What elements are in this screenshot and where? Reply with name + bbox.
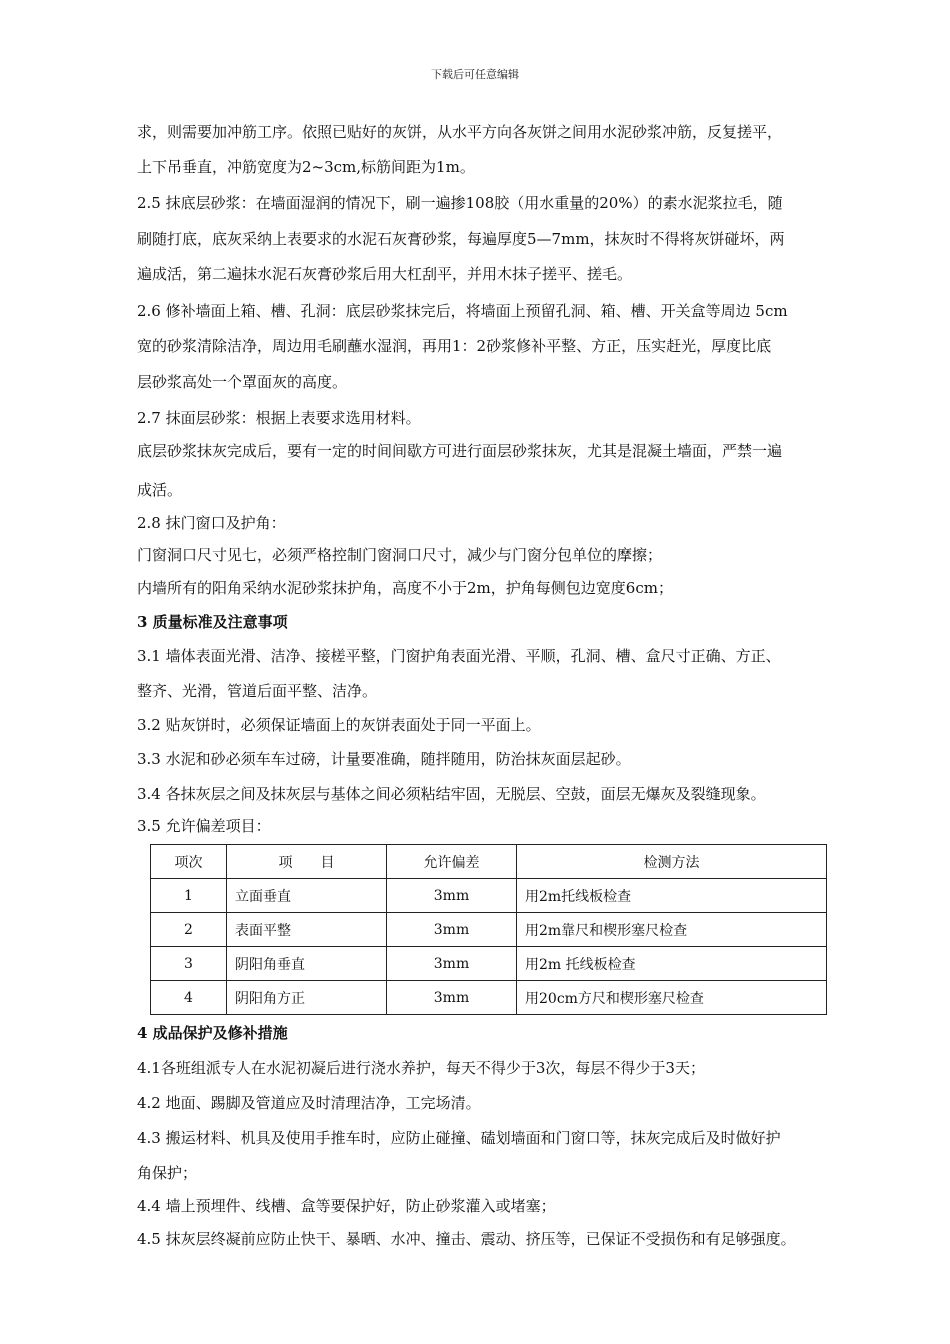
cell-index: 4 xyxy=(151,981,227,1015)
text-line: 3.1 墙体表面光滑、洁净、接槎平整，门窗护角表面光滑、平顺，孔洞、槽、盒尺寸正确、方正、 xyxy=(137,647,781,665)
table-body xyxy=(151,879,827,1015)
text-line: 上下吊垂直，冲筋宽度为2~3cm,标筋间距为1m。 xyxy=(137,158,475,176)
section-heading: 3 质量标准及注意事项 xyxy=(137,613,288,631)
text-line: 成活。 xyxy=(137,481,183,499)
table-row xyxy=(151,947,827,981)
text-line: 内墙所有的阳角采纳水泥砂浆抹护角，高度不小于2m，护角每侧包边宽度6cm； xyxy=(137,579,673,597)
text-line: 4.5 抹灰层终凝前应防止快干、暴晒、水冲、撞击、震动、挤压等，已保证不受损伤和有足够强度。 xyxy=(137,1230,796,1248)
text-line: 求，则需要加冲筋工序。依照已贴好的灰饼，从水平方向各灰饼之间用水泥砂浆冲筋，反复搓平， xyxy=(137,123,783,141)
text-line: 3.2 贴灰饼时，必须保证墙面上的灰饼表面处于同一平面上。 xyxy=(137,716,541,734)
text-line: 角保护； xyxy=(137,1164,198,1182)
cell-item: 阴阳角垂直 xyxy=(227,947,387,981)
text-line: 3.4 各抹灰层之间及抹灰层与基体之间必须粘结牢固，无脱层、空鼓，面层无爆灰及裂缝现象。 xyxy=(137,785,766,803)
text-line: 3.5 允许偏差项目： xyxy=(137,817,271,835)
cell-item: 立面垂直 xyxy=(227,879,387,913)
text-line: 整齐、光滑，管道后面平整、洁净。 xyxy=(137,682,378,700)
text-line: 2.7 抹面层砂浆：根据上表要求选用材料。 xyxy=(137,409,421,427)
cell-index: 1 xyxy=(151,879,227,913)
cell-method: 用2m 托线板检查 xyxy=(517,947,827,981)
table-row xyxy=(151,879,827,913)
table-header-row xyxy=(151,845,827,879)
text-line: 3.3 水泥和砂必须车车过磅，计量要准确，随拌随用，防治抹灰面层起砂。 xyxy=(137,750,631,768)
cell-tolerance: 3mm xyxy=(387,913,517,947)
text-line: 层砂浆高处一个罩面灰的高度。 xyxy=(137,373,348,391)
tolerance-table xyxy=(150,844,827,1015)
cell-item: 表面平整 xyxy=(227,913,387,947)
section-heading: 4 成品保护及修补措施 xyxy=(137,1024,288,1042)
text-line: 4.1各班组派专人在水泥初凝后进行浇水养护，每天不得少于3次，每层不得少于3天； xyxy=(137,1059,705,1077)
cell-item: 阴阳角方正 xyxy=(227,981,387,1015)
cell-index: 3 xyxy=(151,947,227,981)
cell-tolerance: 3mm xyxy=(387,947,517,981)
cell-method: 用2m托线板检查 xyxy=(517,879,827,913)
text-line: 4.2 地面、踢脚及管道应及时清理洁净，工完场清。 xyxy=(137,1094,481,1112)
col-header-method: 检测方法 xyxy=(517,845,827,879)
col-header-index: 项次 xyxy=(151,845,227,879)
col-header-item: 项 目 xyxy=(227,845,387,879)
text-line: 门窗洞口尺寸见七，必须严格控制门窗洞口尺寸，减少与门窗分包单位的摩擦； xyxy=(137,546,663,564)
text-line: 2.8 抹门窗口及护角： xyxy=(137,514,286,532)
cell-tolerance: 3mm xyxy=(387,981,517,1015)
text-line: 2.6 修补墙面上箱、槽、孔洞：底层砂浆抹完后，将墙面上预留孔洞、箱、槽、开关盒等周边 5cm xyxy=(137,302,788,320)
text-line: 遍成活，第二遍抹水泥石灰膏砂浆后用大杠刮平，并用木抹子搓平、搓毛。 xyxy=(137,265,633,283)
cell-method: 用2m靠尺和楔形塞尺检查 xyxy=(517,913,827,947)
text-line: 刷随打底，底灰采纳上表要求的水泥石灰膏砂浆，每遍厚度5—7mm，抹灰时不得将灰饼碰坏，两 xyxy=(137,230,785,248)
text-line: 4.3 搬运材料、机具及使用手推车时，应防止碰撞、磕划墙面和门窗口等，抹灰完成后及时做好护 xyxy=(137,1129,781,1147)
text-line: 4.4 墙上预埋件、线槽、盒等要保护好，防止砂浆灌入或堵塞； xyxy=(137,1197,556,1215)
text-line: 底层砂浆抹灰完成后，要有一定的时间间歇方可进行面层砂浆抹灰，尤其是混凝土墙面，严禁一遍 xyxy=(137,442,783,460)
col-header-tolerance: 允许偏差 xyxy=(387,845,517,879)
table-row xyxy=(151,981,827,1015)
cell-index: 2 xyxy=(151,913,227,947)
cell-tolerance: 3mm xyxy=(387,879,517,913)
cell-method: 用20cm方尺和楔形塞尺检查 xyxy=(517,981,827,1015)
text-line: 2.5 抹底层砂浆：在墙面湿润的情况下，刷一遍掺108胶（用水重量的20%）的素水泥浆拉毛，随 xyxy=(137,194,783,212)
table-row xyxy=(151,913,827,947)
page-header: 下载后可任意编辑 xyxy=(431,68,519,81)
text-line: 宽的砂浆清除洁净，周边用毛刷蘸水湿润，再用1：2砂浆修补平整、方正，压实赶光，厚度比底 xyxy=(137,337,772,355)
